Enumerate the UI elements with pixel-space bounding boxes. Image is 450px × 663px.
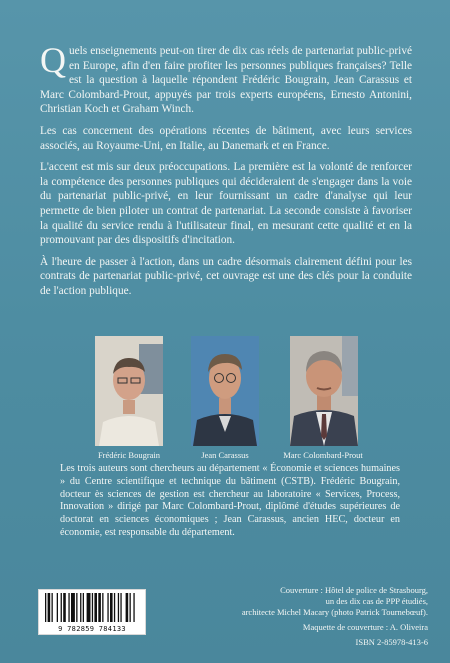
barcode-bar [126, 593, 129, 622]
barcode-bar [107, 593, 108, 622]
blurb-paragraph-2: Les cas concernent des opérations récentes de bâtiment, avec leurs services associés, au Royaume-Uni, en Italie, au Danemark et en France. [40, 124, 412, 152]
cover-credits [228, 585, 428, 648]
barcode-bar [45, 593, 46, 622]
credit-line: architecte Michel Macary (photo Patrick Tournebœuf). [241, 607, 428, 617]
barcode-bar [102, 593, 103, 622]
blurb-paragraph-1: Quels enseignements peut-on tirer de dix cas réels de partenariat public-privé en Europe, afin d'en faire profiter les personnes publiques françaises? Telle est la question à laquelle répondent Frédéric Bougrain, Jean Carassus et Marc Colombard-Prout, appuyés par trois experts européens, Ernesto Antonini, Christian Koch et Graham Winch. [40, 40, 412, 116]
cover-blurb [40, 40, 412, 306]
barcode-bar [80, 593, 81, 622]
credit-line: un des dix cas de PPP étudiés, [325, 596, 428, 606]
barcode-bar [76, 593, 77, 622]
barcode-bar [87, 593, 91, 622]
barcode-bars [39, 590, 145, 624]
author-caption: Marc Colombard-Prout [283, 450, 363, 460]
author-photo-bougrain [95, 336, 163, 446]
barcode-bar [83, 593, 84, 622]
authors-bio: Les trois auteurs sont chercheurs au département « Économie et sciences humaines » du Centre scientifique et technique du bâtiment (CSTB). Frédéric Bougrain, docteur ès sciences de gestion est chercheur au laboratoire « Services, Process, Innovation » dirigé par Marc Colombard-Prout, diplômé d'études supérieures de doctorat en sciences économiques ; Jean Carassus, ancien HEC, docteur en économie, est responsable du département. [60, 463, 400, 538]
barcode-bar [92, 593, 93, 622]
author-photo-carassus [191, 336, 259, 446]
credit-line: Maquette de couverture : A. Oliveira [302, 622, 428, 632]
barcode-bar [61, 593, 62, 622]
author-photo-colombard-prout [290, 336, 358, 446]
blurb-paragraph-4: À l'heure de passer à l'action, dans un cadre désormais clairement défini pour les contrats de partenariat public-privé, cet ouvrage est une des clés pour la conduite de l'action publique. [40, 255, 412, 297]
barcode-bar [133, 593, 134, 622]
barcode-digits: 9 782859 784133 [58, 625, 126, 633]
barcode [38, 589, 146, 635]
barcode-bar [57, 593, 58, 622]
barcode-bar [68, 593, 69, 622]
drop-cap: Q [40, 40, 66, 80]
credit-line: Couverture : Hôtel de police de Strasbourg, [280, 585, 428, 595]
barcode-bar [118, 593, 119, 622]
barcode-bar [94, 593, 97, 622]
barcode-bar [114, 593, 115, 622]
barcode-bar [130, 593, 131, 622]
barcode-bar [52, 593, 53, 622]
barcode-bar [71, 593, 75, 622]
barcode-bar [98, 593, 101, 622]
blurb-paragraph-3: L'accent est mis sur deux préoccupations. La première est la volonté de renforcer la compétence des personnes publiques qui décideraient de s'engager dans la voie du partenariat public-privé, en leur fournissant un cadre d'analyse qui leur permette de bien piloter un contrat de partenariat. La seconde consiste à favoriser la qualité du service rendu à l'utilisateur final, en mesurant cette qualité et en la promouvant par des dispositifs d'incitation. [40, 161, 412, 247]
author-caption: Frédéric Bougrain [97, 450, 161, 460]
isbn: ISBN 2-85978-413-6 [355, 637, 428, 647]
barcode-bar [110, 593, 113, 622]
author-caption: Jean Carassus [201, 450, 249, 460]
barcode-bar [63, 593, 66, 622]
barcode-bar [48, 593, 51, 622]
barcode-bar [120, 593, 121, 622]
